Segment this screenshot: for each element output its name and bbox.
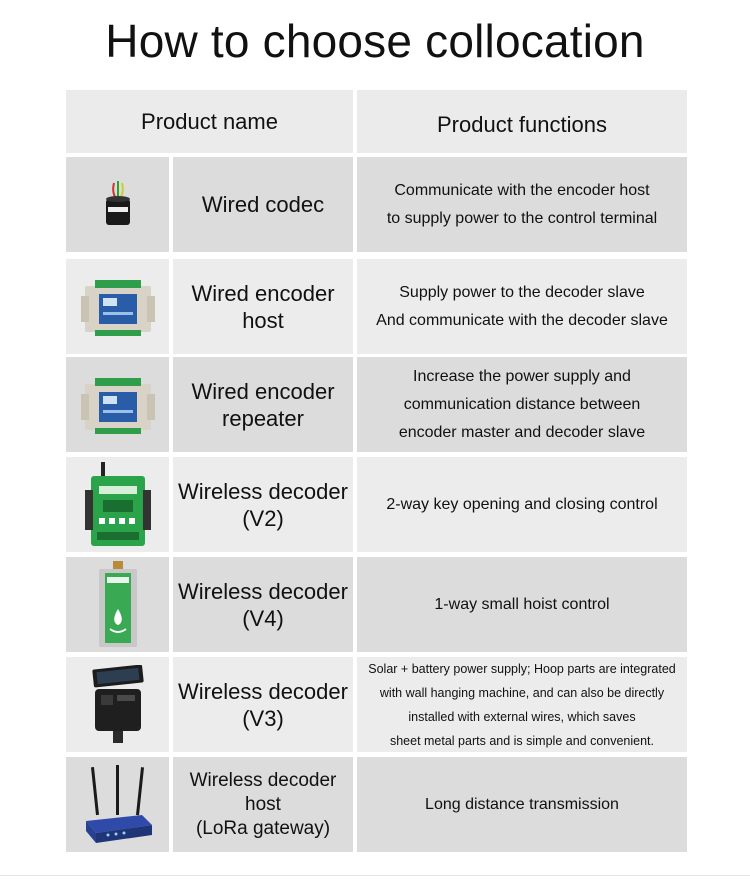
product-name: Wireless decoder host (LoRa gateway) — [189, 769, 337, 839]
product-function: Long distance transmission — [425, 795, 619, 813]
product-name: Wireless decoder (V2) — [178, 478, 348, 531]
encoder-host-icon — [66, 259, 169, 354]
table-row — [66, 657, 687, 752]
product-function: Increase the power supply and communication distance between encoder master and decoder slave — [398, 367, 646, 441]
table-row — [66, 457, 687, 552]
table-row — [66, 259, 687, 354]
product-name: Wireless decoder (V3) — [178, 678, 348, 731]
page-title: How to choose collocation — [105, 15, 645, 67]
bottom-divider — [0, 875, 750, 876]
table-header — [66, 90, 687, 153]
product-function: Communicate with the encoder host to supply power to the control terminal — [386, 181, 658, 227]
table-row — [66, 357, 687, 452]
table-row — [66, 757, 687, 852]
header-product-name: Product name — [66, 90, 353, 153]
header-product-functions: Product functions — [357, 90, 687, 153]
product-function: 1-way small hoist control — [434, 595, 610, 613]
wired-codec-icon — [66, 157, 169, 252]
lora-gateway-icon — [66, 757, 169, 852]
table-row — [66, 157, 687, 252]
product-name: Wired codec — [201, 192, 325, 217]
decoder-v3-icon — [66, 657, 169, 752]
encoder-repeater-icon — [66, 357, 169, 452]
product-name: Wireless decoder (V4) — [178, 578, 348, 631]
product-function: Solar + battery power supply; Hoop parts are integrated with wall hanging machine, and can also be directly installed with external wires, which saves sheet metal parts and is simple and convenient. — [368, 661, 676, 748]
product-function: Supply power to the decoder slave And communicate with the decoder slave — [376, 283, 668, 329]
decoder-v4-icon — [66, 557, 169, 652]
product-name: Wired encoder host — [191, 280, 335, 333]
product-function: 2-way key opening and closing control — [386, 495, 658, 513]
decoder-v2-icon — [66, 457, 169, 552]
product-name: Wired encoder repeater — [191, 378, 335, 431]
table-row — [66, 557, 687, 652]
